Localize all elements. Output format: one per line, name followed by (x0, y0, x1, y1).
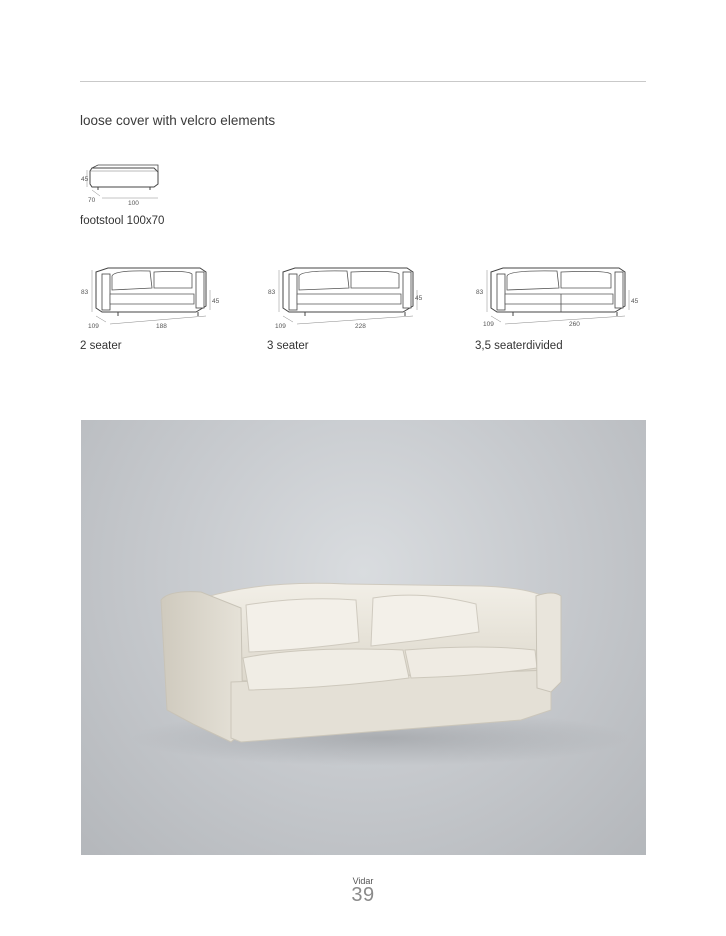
sofa-3-depth-label: 109 (275, 323, 286, 330)
footstool-diagram (78, 160, 168, 210)
sofa-3-height-label: 83 (268, 289, 276, 296)
sofa-3-5-caption: 3,5 seaterdivided (475, 340, 563, 352)
sofa-2-seater-diagram (78, 264, 218, 334)
footstool-caption: footstool 100x70 (80, 215, 165, 227)
sofa-3-width-label: 228 (355, 323, 366, 330)
footstool-depth-label: 70 (88, 197, 96, 204)
sofa-3-seat-height-label: 45 (415, 295, 423, 302)
sofa-3-5-seater-diagram (473, 264, 643, 334)
sofa-3-seater-diagram (265, 264, 430, 334)
sofa-3-5-height-label: 83 (476, 289, 484, 296)
sofa-3-5-seat-height-label: 45 (631, 298, 639, 305)
sofa-2-caption: 2 seater (80, 340, 122, 352)
sofa-product-photo (81, 420, 646, 855)
sofa-3-5-depth-label: 109 (483, 321, 494, 328)
sofa-2-height-label: 83 (81, 289, 89, 296)
footstool-width-label: 100 (128, 200, 139, 207)
sofa-2-width-label: 188 (156, 323, 167, 330)
sofa-3-caption: 3 seater (267, 340, 309, 352)
section-subtitle: loose cover with velcro elements (80, 113, 276, 128)
top-divider (80, 81, 646, 82)
page-number: 39 (351, 884, 375, 906)
footstool-height-label: 45 (81, 176, 89, 183)
sofa-3-5-width-label: 260 (569, 321, 580, 328)
sofa-2-depth-label: 109 (88, 323, 99, 330)
footer-product-name: Vidar (352, 876, 374, 886)
sofa-2-seat-height-label: 45 (212, 298, 220, 305)
